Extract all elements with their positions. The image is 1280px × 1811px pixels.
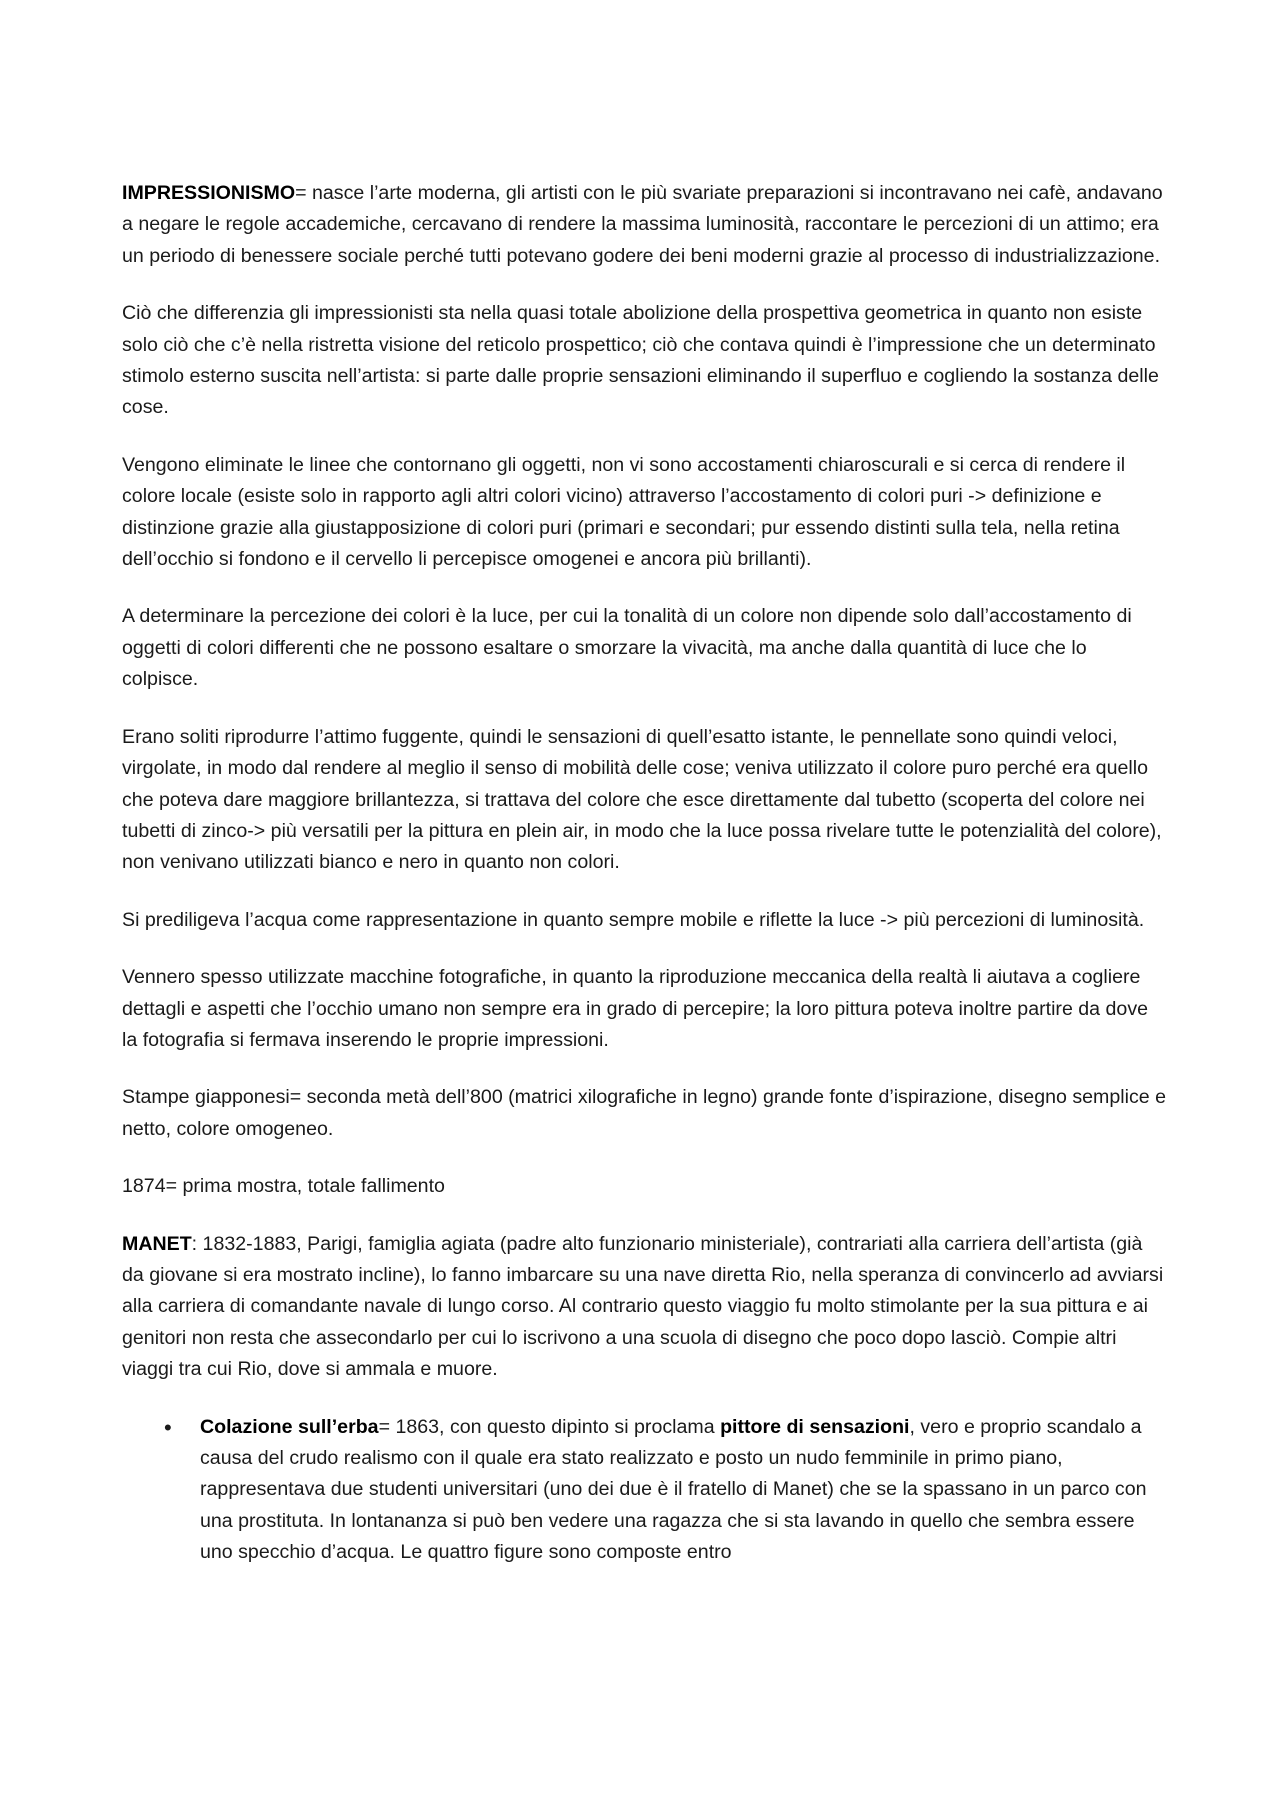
paragraph-fotografia [122, 962, 1167, 1056]
list-item-heading: Colazione sull’erba [200, 1415, 379, 1438]
paragraph-text: Vengono eliminate le linee che contornano gli oggetti, non vi sono accostamenti chiaroscurali e si cerca di rendere il colore locale (esiste solo in rapporto agli altri colori vicino) attraverso l’accostamento di colori puri -> definizione e distinzione grazie alla giustapposizione di colori puri (primari e secondari; pur essendo distinti sulla tela, nella retina dell’occhio si fondono e il cervello li percepisce omogenei e ancora più brillanti). [122, 453, 1126, 571]
paragraph-text: : 1832-1883, Parigi, famiglia agiata (padre alto funzionario ministeriale), contrariati alla carriera dell’artista (già da giovane si era mostrato incline), lo fanno imbarcare su una nave diretta Rio, nella speranza di convincerlo ad avviarsi alla carriera di comandante navale di lungo corso. Al contrario questo viaggio fu molto stimolante per la sua pittura e ai genitori non resta che assecondarlo per cui lo iscrivono a una scuola di disegno che poco dopo lasciò. Compie altri viaggi tra cui Rio, dove si ammala e muore. [122, 1232, 1164, 1381]
list-item-colazione-sull-erba [122, 1412, 1167, 1569]
paragraph-text: = nasce l’arte moderna, gli artisti con le più svariate preparazioni si incontravano nei cafè, andavano a negare le regole accademiche, cercavano di rendere la massima luminosità, raccontare le percezioni di un attimo; era un periodo di benessere sociale perché tutti potevano godere dei beni moderni grazie al processo di industrializzazione. [122, 182, 1163, 267]
paragraph-text: Stampe giapponesi= seconda metà dell’800 (matrici xilografiche in legno) grande fonte d’ispirazione, disegno semplice e netto, colore omogeneo. [122, 1086, 1166, 1140]
bullet-list [122, 1412, 1167, 1569]
paragraph-prima-mostra [122, 1171, 1167, 1202]
paragraph-text: A determinare la percezione dei colori è la luce, per cui la tonalità di un colore non dipende solo dall’accostamento di oggetti di colori differenti che ne possono esaltare o smorzare la vivacità, ma anche dalla quantità di luce che lo colpisce. [122, 605, 1132, 691]
list-item-text [200, 1416, 1147, 1564]
paragraph-attimo [122, 722, 1167, 879]
paragraph-impressionismo [122, 178, 1167, 272]
paragraph-acqua [122, 905, 1167, 936]
paragraph-text: 1874= prima mostra, totale fallimento [122, 1175, 445, 1198]
heading-manet: MANET [122, 1232, 192, 1255]
bullet-icon: • [164, 1414, 172, 1440]
paragraph-text: Si prediligeva l’acqua come rappresentazione in quanto sempre mobile e riflette la luce -> più percezioni di luminosità. [122, 908, 1145, 931]
paragraph-prospettiva [122, 298, 1167, 424]
paragraph-stampe-giapponesi [122, 1082, 1167, 1145]
list-item-text-part: , vero e proprio scandalo a causa del crudo realismo con il quale era stato realizzato e posto un nudo femminile in primo piano, rappresentava due studenti universitari (uno dei due è il fratello di Manet) che se la spassano in un parco con una prostituta. In lontananza si può ben vedere una ragazza che si sta lavando in quello che sembra essere uno specchio d’acqua. Le quattro figure sono composte entro [200, 1415, 1147, 1564]
paragraph-colore-locale [122, 450, 1167, 576]
paragraph-text: Vennero spesso utilizzate macchine fotografiche, in quanto la riproduzione meccanica della realtà li aiutava a cogliere dettagli e aspetti che l’occhio umano non sempre era in grado di percepire; la loro pittura poteva inoltre partire da dove la fotografia si fermava inserendo le proprie impressioni. [122, 966, 1149, 1051]
paragraph-text: Ciò che differenzia gli impressionisti sta nella quasi totale abolizione della prospettiva geometrica in quanto non esiste solo ciò che c’è nella ristretta visione del reticolo prospettico; ciò che contava quindi è l’impressione che un determinato stimolo esterno suscita nell’artista: si parte dalle proprie sensazioni eliminando il superfluo e cogliendo la sostanza delle cose. [122, 302, 1159, 419]
list-item-text-part: = 1863, con questo dipinto si proclama [378, 1415, 721, 1438]
paragraph-text: Erano soliti riprodurre l’attimo fuggente, quindi le sensazioni di quell’esatto istante, le pennellate sono quindi veloci, virgolate, in modo dal rendere al meglio il senso di mobilità delle cose; veniva utilizzato il colore puro perché era quello che poteva dare maggiore brillantezza, si trattava del colore che esce direttamente dal tubetto (scoperta del colore nei tubetti di zinco-> più versatili per la pittura en plein air, in modo che la luce possa rivelare tutte le potenzialità del colore), non venivano utilizzati bianco e nero in quanto non colori. [122, 725, 1162, 874]
document-page [122, 178, 1167, 1569]
list-item-emphasis: pittore di sensazioni [720, 1415, 910, 1438]
paragraph-manet [122, 1229, 1167, 1386]
heading-impressionismo: IMPRESSIONISMO [122, 182, 296, 204]
paragraph-luce [122, 601, 1167, 695]
